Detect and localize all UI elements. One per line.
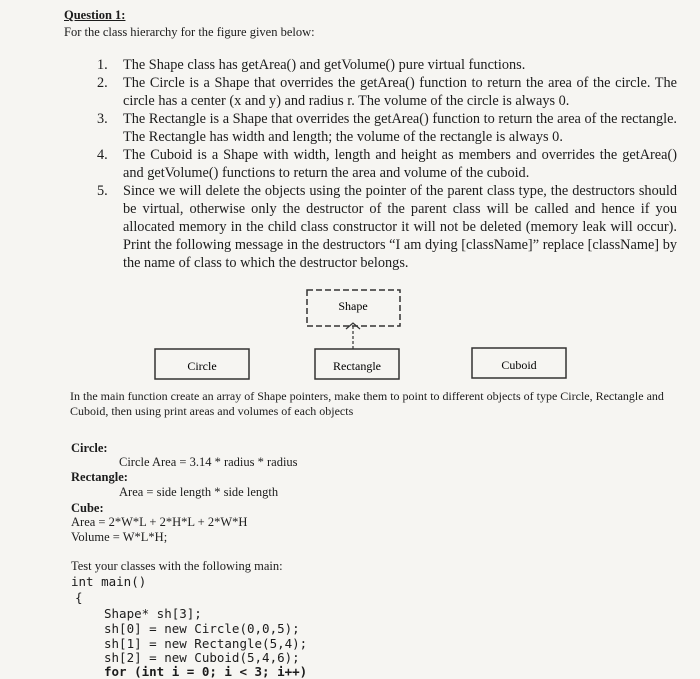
cube-heading: Cube: — [71, 501, 104, 515]
list-item — [97, 146, 677, 182]
rectangle-heading: Rectangle: — [71, 470, 128, 484]
list-number: 3. — [97, 111, 108, 127]
question-title: Question 1: — [64, 8, 126, 22]
list-item — [97, 110, 677, 146]
circle-formula: Circle Area = 3.14 * radius * radius — [119, 455, 298, 469]
test-intro: Test your classes with the following main: — [71, 559, 283, 573]
circle-label: Circle — [187, 359, 217, 373]
requirements-list — [97, 56, 677, 272]
rectangle-formula: Area = side length * side length — [119, 485, 279, 499]
code-line: int main() — [71, 574, 147, 589]
cube-area-formula: Area = 2*W*L + 2*H*L + 2*W*H — [71, 515, 248, 529]
circle-heading: Circle: — [71, 441, 108, 455]
main-paragraph: In the main function create an array of Shape pointers, make them to point to different objects of type Circle, Rectangle and Cuboid, then using print areas and volumes of each objects — [70, 389, 664, 418]
list-text: The Cuboid is a Shape with width, length and height as members and overrides the getArea() and getVolume() functions to return the area and volume of the cuboid. — [123, 147, 677, 181]
code-line: sh[2] = new Cuboid(5,4,6); — [104, 650, 300, 665]
list-item — [97, 74, 677, 110]
cube-volume-formula: Volume = W*L*H; — [71, 530, 168, 544]
question-intro: For the class hierarchy for the figure given below: — [64, 25, 315, 39]
cuboid-label: Cuboid — [501, 358, 537, 372]
list-item — [97, 182, 677, 272]
list-number: 5. — [97, 183, 108, 199]
code-line: for (int i = 0; i < 3; i++) — [104, 664, 308, 679]
shape-label: Shape — [338, 299, 368, 313]
list-number: 1. — [97, 57, 108, 73]
list-number: 4. — [97, 147, 108, 163]
code-line: { — [75, 590, 83, 605]
list-item — [97, 56, 677, 74]
code-line: sh[0] = new Circle(0,0,5); — [104, 621, 300, 636]
code-line: Shape* sh[3]; — [104, 606, 202, 621]
list-text: The Shape class has getArea() and getVolume() pure virtual functions. — [123, 57, 526, 73]
list-text: The Rectangle is a Shape that overrides the getArea() function to return the area of the rectangle. The Rectangle has width and length; the volume of the rectangle is always 0. — [123, 111, 677, 145]
rectangle-label: Rectangle — [333, 359, 381, 373]
code-line: sh[1] = new Rectangle(5,4); — [104, 636, 308, 651]
list-number: 2. — [97, 75, 108, 91]
list-text: The Circle is a Shape that overrides the getArea() function to return the area of the circle. The circle has a center (x and y) and radius r. The volume of the circle is always 0. — [123, 75, 677, 109]
class-hierarchy-diagram — [0, 285, 700, 385]
list-text: Since we will delete the objects using the pointer of the parent class type, the destructors should be virtual, otherwise only the destructor of the parent class will be called and hence if you allocated memory in the child class constructor it will not be deleted (memory leak will occur). Print the following message in the destructors “I am dying [className]” replace [className] by the name of class to which the destructor belongs. — [123, 183, 677, 271]
